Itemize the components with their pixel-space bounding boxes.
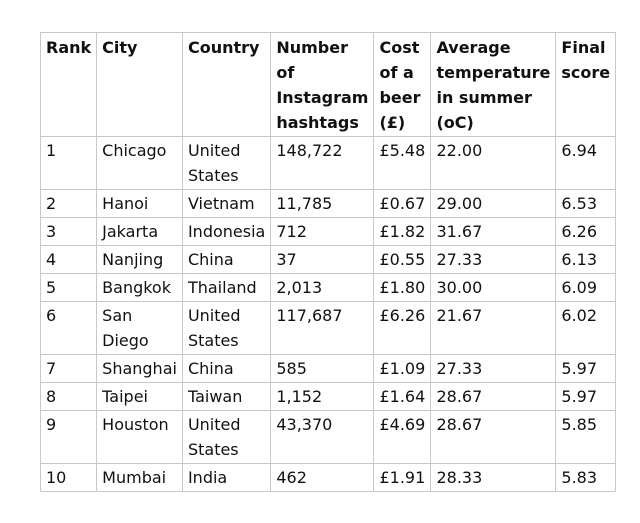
cell-rank: 4 [41,246,97,274]
cell-city: Shanghai [97,355,183,383]
cell-beer-cost: £1.80 [374,274,431,302]
cell-rank: 6 [41,302,97,355]
cell-final-score: 5.85 [556,411,616,464]
cell-country: India [182,464,270,492]
table-row [41,137,616,190]
header-country: Country [182,33,270,137]
cell-temperature: 31.67 [431,218,556,246]
cell-temperature: 21.67 [431,302,556,355]
cell-final-score: 6.09 [556,274,616,302]
cell-beer-cost: £1.82 [374,218,431,246]
cell-city: San Diego [97,302,183,355]
cell-hashtags: 462 [271,464,374,492]
cell-city: Jakarta [97,218,183,246]
cell-temperature: 30.00 [431,274,556,302]
cell-country: United States [182,302,270,355]
cell-temperature: 28.33 [431,464,556,492]
cell-rank: 10 [41,464,97,492]
cell-hashtags: 117,687 [271,302,374,355]
cell-hashtags: 2,013 [271,274,374,302]
cell-country: China [182,246,270,274]
cell-country: United States [182,137,270,190]
cell-beer-cost: £0.67 [374,190,431,218]
cell-rank: 3 [41,218,97,246]
table-row [41,246,616,274]
cell-final-score: 6.13 [556,246,616,274]
cell-country: Indonesia [182,218,270,246]
table-row [41,411,616,464]
cell-hashtags: 148,722 [271,137,374,190]
cell-beer-cost: £4.69 [374,411,431,464]
table-body [41,137,616,492]
table-row [41,218,616,246]
cell-rank: 8 [41,383,97,411]
cell-city: Nanjing [97,246,183,274]
cell-beer-cost: £6.26 [374,302,431,355]
cell-country: Thailand [182,274,270,302]
cell-city: Mumbai [97,464,183,492]
table-row [41,302,616,355]
cell-rank: 2 [41,190,97,218]
cell-temperature: 28.67 [431,383,556,411]
cell-hashtags: 43,370 [271,411,374,464]
cell-rank: 7 [41,355,97,383]
cell-rank: 9 [41,411,97,464]
cell-temperature: 27.33 [431,246,556,274]
cell-city: Bangkok [97,274,183,302]
header-instagram-hashtags: Number of Instagram hashtags [271,33,374,137]
header-avg-temperature: Average temperature in summer (oC) [431,33,556,137]
cell-hashtags: 37 [271,246,374,274]
header-final-score: Final score [556,33,616,137]
table-row [41,274,616,302]
table-row [41,355,616,383]
cell-hashtags: 712 [271,218,374,246]
cell-country: China [182,355,270,383]
table-row [41,464,616,492]
header-city: City [97,33,183,137]
header-beer-cost: Cost of a beer (£) [374,33,431,137]
cell-final-score: 5.97 [556,355,616,383]
cell-beer-cost: £1.64 [374,383,431,411]
cell-beer-cost: £1.91 [374,464,431,492]
cell-temperature: 28.67 [431,411,556,464]
cell-hashtags: 585 [271,355,374,383]
cell-final-score: 6.53 [556,190,616,218]
cell-temperature: 22.00 [431,137,556,190]
table-row [41,190,616,218]
cell-final-score: 6.26 [556,218,616,246]
cell-country: Vietnam [182,190,270,218]
cell-hashtags: 11,785 [271,190,374,218]
cell-city: Hanoi [97,190,183,218]
cell-hashtags: 1,152 [271,383,374,411]
cell-beer-cost: £1.09 [374,355,431,383]
cell-beer-cost: £5.48 [374,137,431,190]
table-header-row [41,33,616,137]
rankings-table [40,32,616,492]
cell-country: Taiwan [182,383,270,411]
cell-city: Taipei [97,383,183,411]
cell-temperature: 27.33 [431,355,556,383]
cell-country: United States [182,411,270,464]
header-rank: Rank [41,33,97,137]
cell-city: Houston [97,411,183,464]
cell-final-score: 6.02 [556,302,616,355]
cell-final-score: 6.94 [556,137,616,190]
cell-beer-cost: £0.55 [374,246,431,274]
cell-final-score: 5.83 [556,464,616,492]
cell-city: Chicago [97,137,183,190]
cell-final-score: 5.97 [556,383,616,411]
cell-temperature: 29.00 [431,190,556,218]
table-row [41,383,616,411]
cell-rank: 1 [41,137,97,190]
cell-rank: 5 [41,274,97,302]
